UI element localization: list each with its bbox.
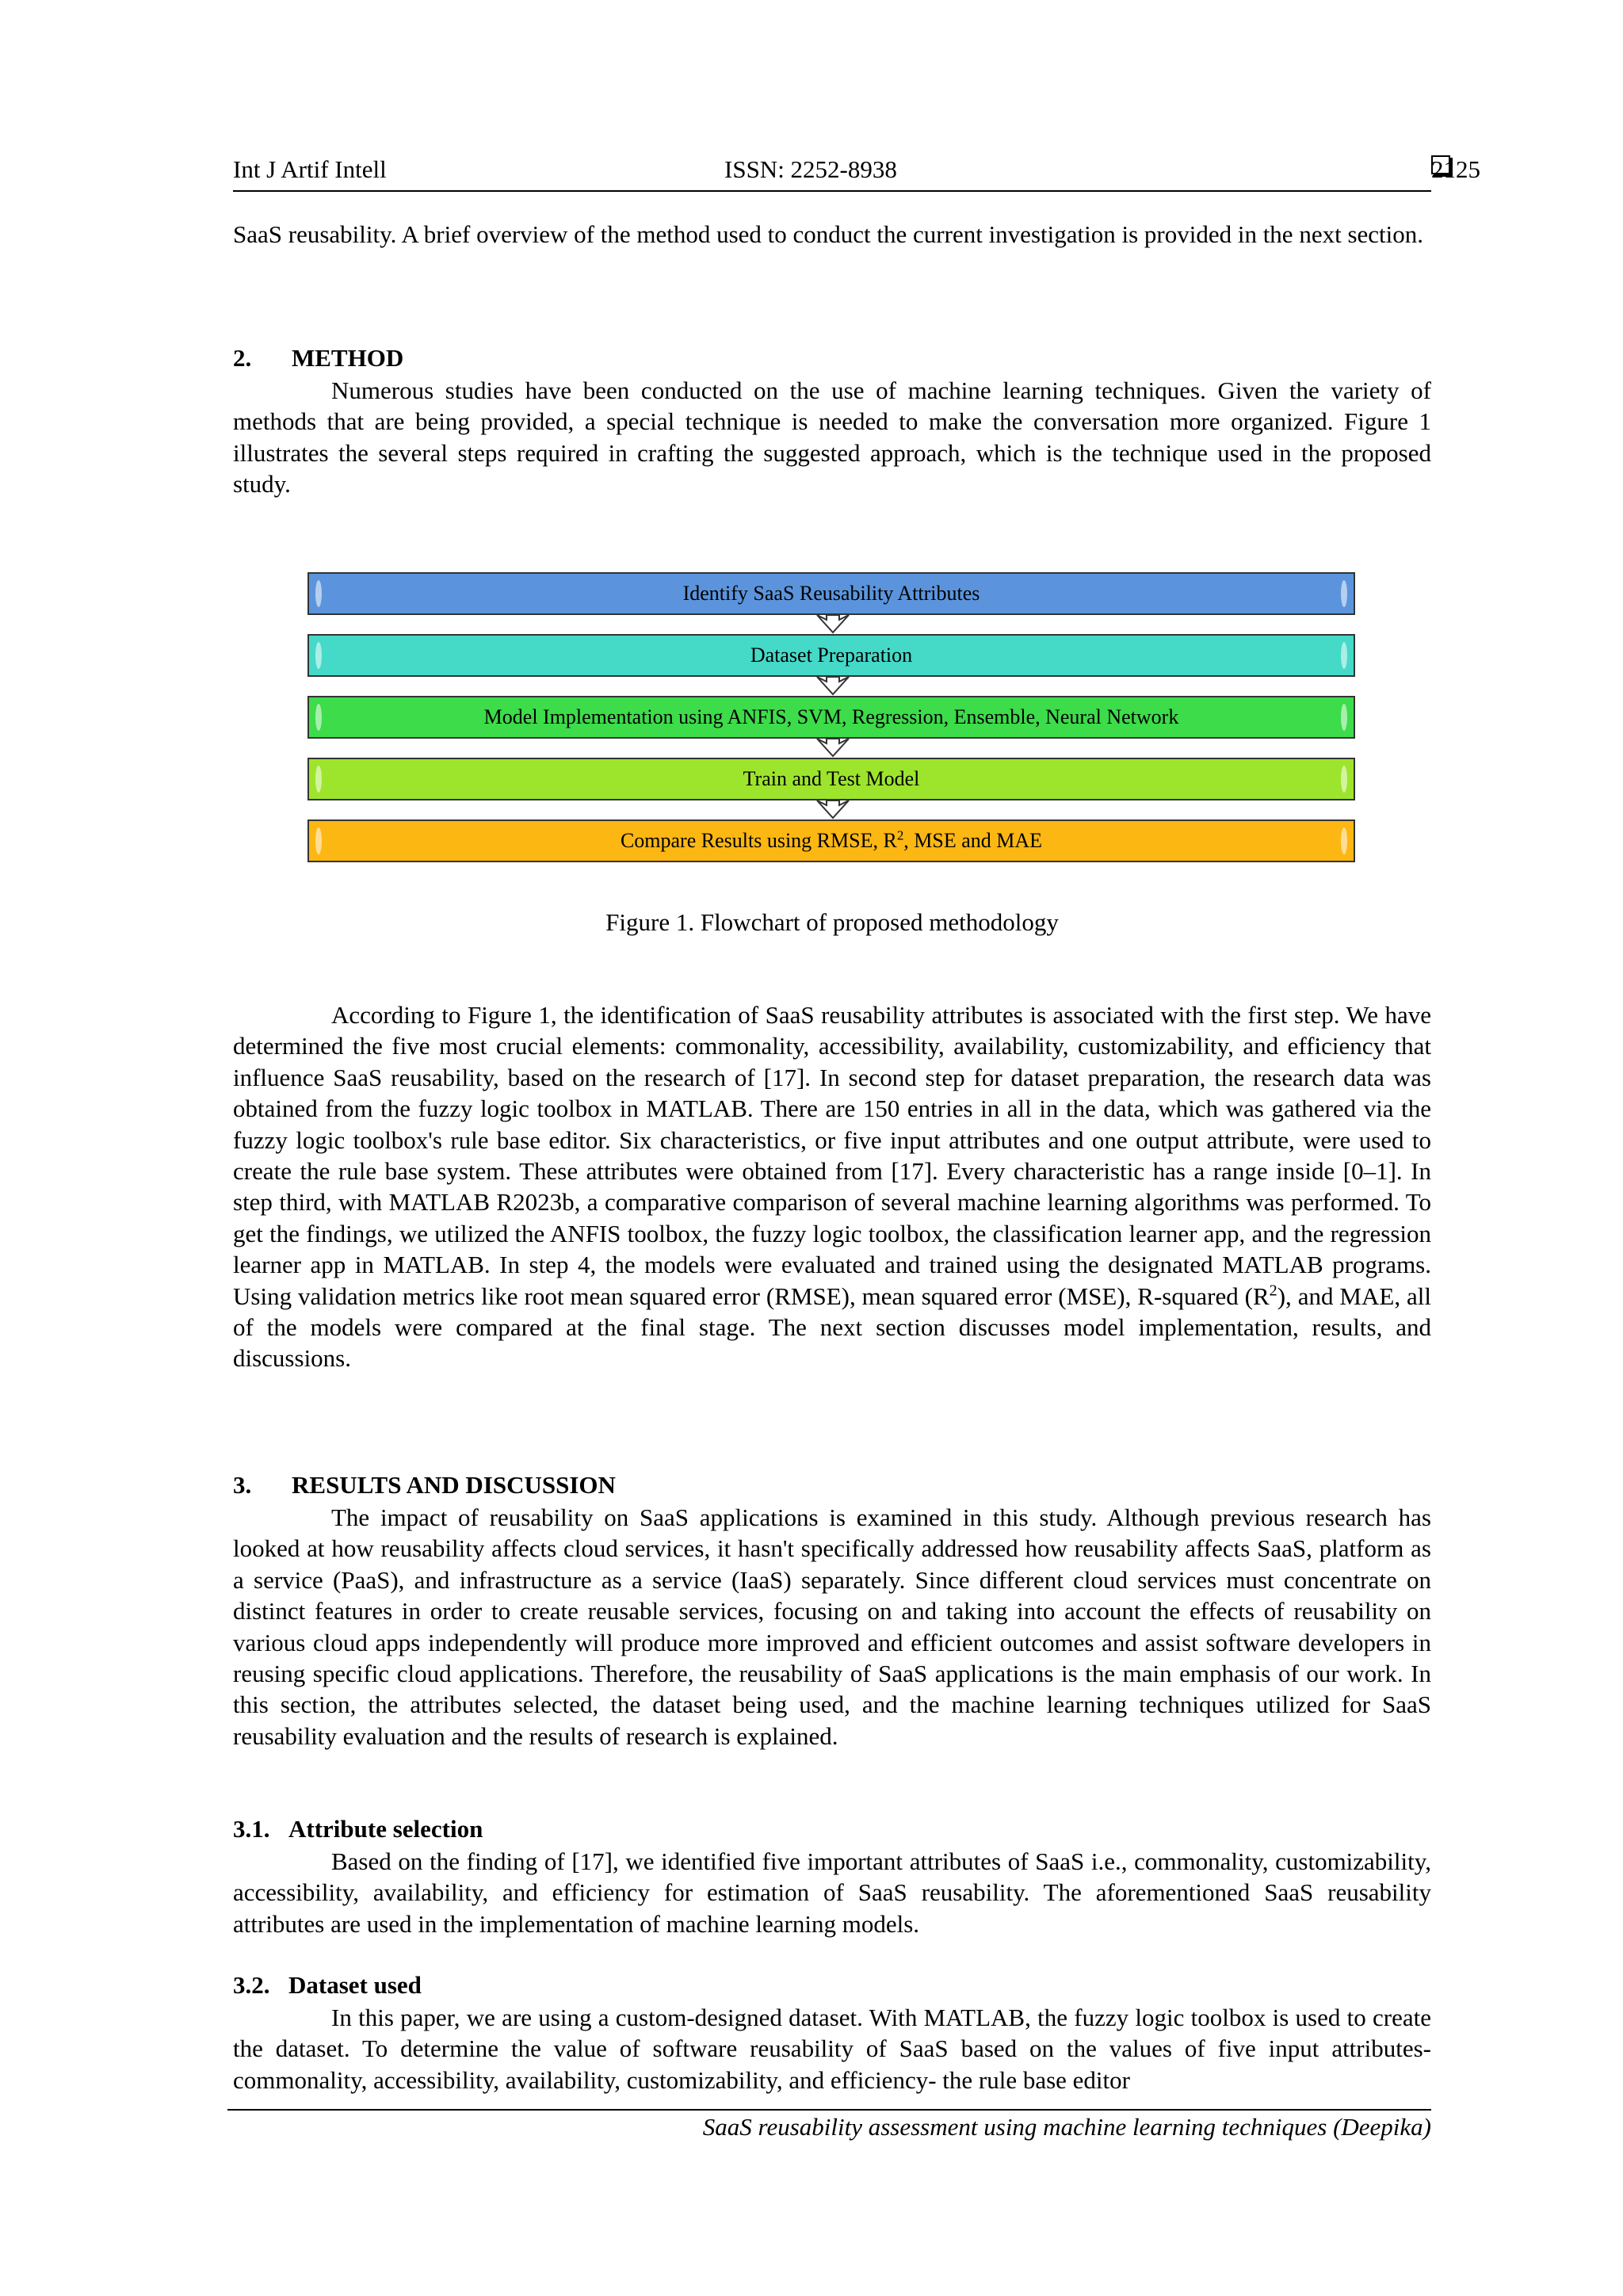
attribute-selection-paragraph: Based on the finding of [17], we identified five important attributes of SaaS i.e., commonality, customizability, accessibility, availability, and efficiency for estimation of SaaS reusability. The aforementioned SaaS reusability attributes are used in the implementation of machine learning models. bbox=[233, 1847, 1431, 1938]
issn: ISSN: 2252-8938 bbox=[724, 155, 897, 183]
figure-caption: Figure 1. Flowchart of proposed methodology bbox=[605, 908, 1059, 936]
down-arrow-icon bbox=[815, 799, 850, 819]
method-paragraph-2-text-b: ), and MAE, all of the models were compared at the final stage. The next section discusses model implementation, results, and discussions. bbox=[233, 1282, 1431, 1373]
results-number: 3. bbox=[233, 1471, 252, 1499]
results-title: RESULTS AND DISCUSSION bbox=[292, 1471, 616, 1499]
dataset-used-number: 3.2. bbox=[233, 1971, 270, 1999]
flow-step-3-label: Model Implementation using ANFIS, SVM, Regression, Ensemble, Neural Network bbox=[483, 705, 1179, 728]
method-number: 2. bbox=[233, 344, 252, 372]
method-paragraph-2 bbox=[233, 999, 1431, 1374]
flow-step-4-label: Train and Test Model bbox=[743, 767, 920, 790]
journal-name: Int J Artif Intell bbox=[233, 155, 387, 183]
flow-step-2-label: Dataset Preparation bbox=[750, 644, 913, 667]
down-arrow-icon bbox=[815, 737, 850, 758]
method-heading bbox=[233, 344, 403, 372]
running-header bbox=[233, 155, 1480, 192]
flow-step-5-text-a: Compare Results using RMSE, R bbox=[620, 829, 897, 852]
footer-rule bbox=[227, 2109, 1431, 2111]
dataset-used-paragraph: In this paper, we are using a custom-designed dataset. With MATLAB, the fuzzy logic toolbox is used to create the dataset. To determine the value of software reusability of SaaS based on the values of five input attributes-commonality, accessibility, availability, customizability, and efficiency- the rule base editor bbox=[233, 2004, 1431, 2094]
results-paragraph: The impact of reusability on SaaS applications is examined in this study. Although previous research has looked at how reusability affects cloud services, it hasn't specifically addressed how reusability affects SaaS, platform as a service (PaaS), and infrastructure as a service (IaaS) separately. Since different cloud services must concentrate on distinct features in order to create reusable services, focusing on and taking into account the effects of reusability on various cloud apps independently will produce more improved and efficient outcomes and assist software developers in reusing specific cloud applications. Therefore, the reusability of SaaS applications is the main emphasis of our work. In this section, the attributes selected, the dataset being used, and the machine learning techniques utilized for SaaS reusability evaluation and the results of research is explained. bbox=[233, 1503, 1431, 1750]
flowchart bbox=[307, 572, 1355, 865]
attribute-selection-number: 3.1. bbox=[233, 1815, 270, 1843]
flow-step-5 bbox=[307, 819, 1355, 862]
page-number: 2125 bbox=[1431, 155, 1480, 183]
flow-step-3 bbox=[307, 696, 1355, 739]
intro-paragraph: SaaS reusability. A brief overview of the method used to conduct the current investigation is provided in the next section. bbox=[233, 220, 1424, 248]
attribute-selection-heading bbox=[233, 1815, 483, 1843]
flow-step-4 bbox=[307, 758, 1355, 800]
running-footer: SaaS reusability assessment using machine learning techniques (Deepika) bbox=[702, 2113, 1431, 2141]
dataset-used-heading bbox=[233, 1971, 422, 2000]
flow-step-5-text-b: , MSE and MAE bbox=[903, 829, 1043, 852]
flow-step-1 bbox=[307, 572, 1355, 615]
down-arrow-icon bbox=[815, 675, 850, 696]
r-squared-superscript: 2 bbox=[1269, 1282, 1277, 1300]
method-title: METHOD bbox=[292, 344, 404, 372]
method-paragraph-1: Numerous studies have been conducted on the use of machine learning techniques. Given the variety of methods that are being provided, a special technique is needed to make the conversation more organized. Figure 1 illustrates the several steps required in crafting the suggested approach, which is the technique used in the proposed study. bbox=[233, 376, 1431, 499]
method-paragraph-2-text-a: According to Figure 1, the identification of SaaS reusability attributes is associated with the first step. We have determined the five most crucial elements: commonality, accessibility, availability, customizability, and efficiency that influence SaaS reusability, based on the research of [17]. In second step for dataset preparation, the research data was obtained from the fuzzy logic toolbox in MATLAB. There are 150 entries in all in the data, which was gathered via the fuzzy logic toolbox's rule base editor. Six characteristics, or five input attributes and one output attribute, were used to create the rule base system. These attributes were obtained from [17]. Every characteristic has a range inside [0–1]. In step third, with MATLAB R2023b, a comparative comparison of several machine learning algorithms was performed. To get the findings, we utilized the ANFIS toolbox, the fuzzy logic toolbox, the classification learner app, and the regression learner app in MATLAB. In step 4, the models were evaluated and trained using the designated MATLAB programs. Using validation metrics like root mean squared error (RMSE), mean squared error (MSE), R-squared (R bbox=[233, 1001, 1431, 1310]
flow-step-5-superscript: 2 bbox=[896, 827, 904, 843]
dataset-used-title: Dataset used bbox=[288, 1971, 422, 1999]
flow-step-1-label: Identify SaaS Reusability Attributes bbox=[682, 582, 980, 605]
flow-step-5-label bbox=[621, 829, 1042, 853]
attribute-selection-title: Attribute selection bbox=[288, 1815, 483, 1843]
flow-step-2 bbox=[307, 634, 1355, 677]
results-heading bbox=[233, 1471, 616, 1499]
down-arrow-icon bbox=[815, 613, 850, 634]
